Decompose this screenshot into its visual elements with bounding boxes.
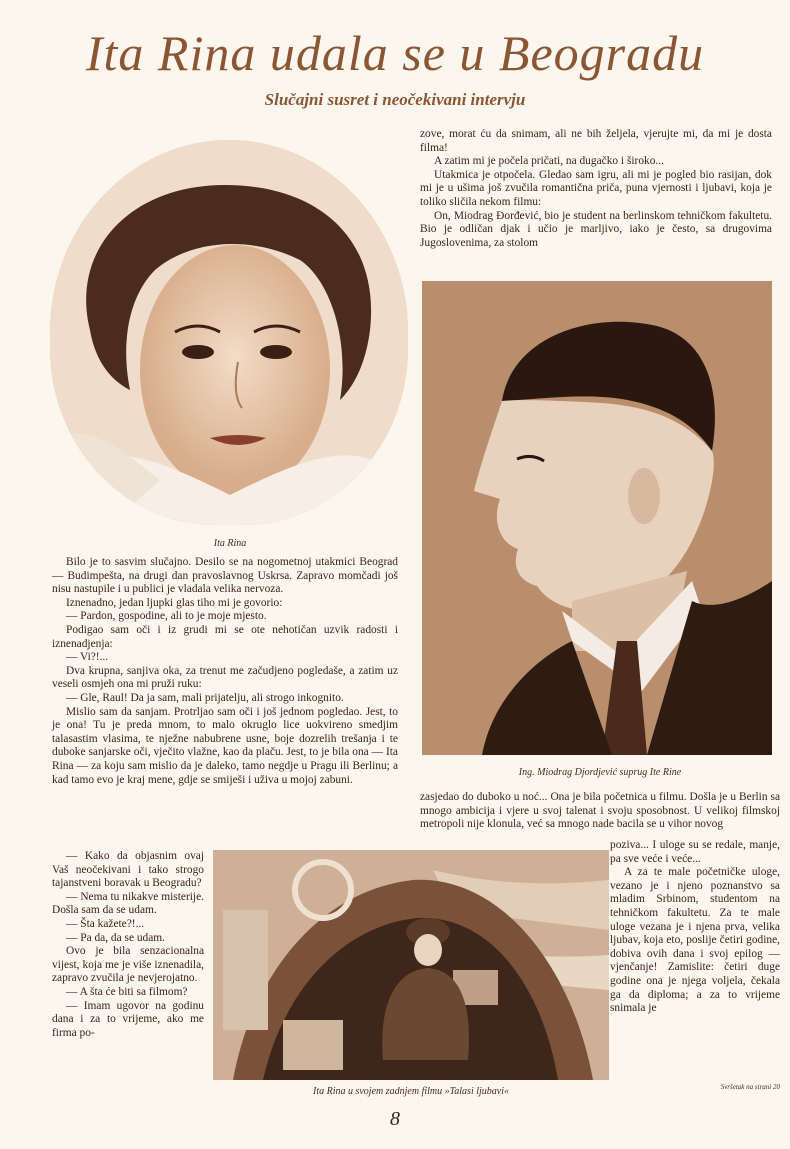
- paragraph: Bilo je to sasvim slučajno. Desilo se na nogometnoj utakmici Beograd — Budimpešta, na drugi dan pravoslavnog Uskrsa. Zapravo momčadi još nisu nastupile i u publici je vladala velika nervoza.: [52, 556, 398, 596]
- paragraph: — Pa da, da se udam.: [66, 931, 166, 944]
- paragraph: — Pardon, gospodine, ali to je moje mjesto.: [66, 610, 267, 623]
- portrait-illustration: [50, 140, 408, 525]
- husband-portrait-photo: [422, 281, 772, 755]
- paragraph: Utakmica je otpočela. Gledao sam igru, ali mi je pogled bio rasijan, dok mi je u ušima još zvučila romantična priča, puna vjernosti i ljubavi, koja je toliko sličila nekom filmu:: [420, 168, 772, 208]
- caption-boat: Ita Rina u svojem zadnjem filmu »Talasi ljubavi«: [312, 1086, 509, 1097]
- text-column-right-middle: [420, 791, 780, 832]
- page-number: 8: [390, 1108, 400, 1130]
- caption-husband: Ing. Miodrag Djordjević suprug Ite Rine: [518, 767, 682, 778]
- paragraph: A zatim mi je počela pričati, na dugačko i široko...: [434, 155, 664, 168]
- text-column-left-narrow: [52, 850, 204, 1040]
- paragraph: zove, morat ću da snimam, ali ne bih željela, vjerujte mi, da mi je dosta filma!: [420, 128, 772, 154]
- paragraph: — Gle, Raul! Da ja sam, mali prijatelju, ali strogo inkognito.: [66, 691, 344, 704]
- text-column-right-narrow: [610, 839, 780, 1016]
- article-title: Ita Rina udala se u Beogradu: [85, 25, 705, 81]
- continued-note: Svršetak na strani 20: [720, 1083, 780, 1091]
- paragraph: — Vi?!...: [66, 651, 109, 664]
- paragraph: zasjedao do duboko u noć... Ona je bila početnica u filmu. Došla je u Berlin sa mnogo ambicija i vjere u svoj talenat i svoju sposobnost. U velikoj filmskoj metropoli nije klonula, već sa mnogo nade bacila se u vihor novog: [420, 791, 780, 831]
- paragraph: Podigao sam oči i iz grudi mi se ote nehotičan uzvik radosti i iznenadjenja:: [52, 623, 398, 650]
- paragraph: Mislio sam da sanjam. Protrljao sam oči i još jednom pogledao. Jest, to je ona! Tu je preda mnom, to malo okruglo lice uokvireno smedjim talasastim vlasima, te nježne nabubrene usne, boje dozrelih trešanja i te duboke sanjarske oči, vječito vlažne, kao da plaču. Jest, to je bila ona — Ita Rina — za koju sam mislio da je daleko, tamo negdje u Pragu ili Berlinu; a kad tamo evo je kraj mene, gdje se smiješi i uživa u mojoj zabuni.: [52, 705, 398, 786]
- paragraph: — Kako da objasnim ovaj Vaš neočekivani i tako strogo tajanstveni boravak u Beogradu?: [52, 850, 204, 890]
- ita-rina-portrait-photo: [50, 140, 408, 525]
- paragraph: — Nema tu nikakve misterije. Došla sam da se udam.: [52, 890, 204, 917]
- text-column-left-top: [52, 556, 398, 787]
- husband-illustration: [422, 281, 772, 755]
- boat-illustration: [213, 850, 609, 1080]
- paragraph: poziva... I uloge su se redale, manje, pa sve veće i veće...: [610, 839, 780, 865]
- paragraph: — A šta će biti sa filmom?: [66, 985, 188, 998]
- paragraph: A za te male početničke uloge, vezano je i njeno poznanstvo sa mladim Srbinom, studentom na tehničkom fakultetu. Za te male uloge vezana je i njena prva, velika ljubav, koja eto, poslije četiri godine, dobiva ovih dana i svoj epilog — vjenčanje! Zamislite: četiri duge godine ona je njega voljela, čekala ga da diploma; a za to vrijeme snimala je: [610, 866, 780, 1015]
- paragraph: Dva krupna, sanjiva oka, za trenut me začudjeno pogledaše, a zatim uz veseli osmjeh ona mi pruži ruku:: [52, 664, 398, 691]
- paragraph: — Imam ugovor na godinu dana i za to vrijeme, ako me firma po-: [52, 999, 204, 1039]
- paragraph: — Šta kažete?!...: [66, 917, 145, 930]
- paragraph: On, Miodrag Đorđević, bio je student na berlinskom tehničkom fakultetu. Bio je odličan djak i učio je marljivo, iako je često, sa drugovima Jugoslovenima, za stolom: [420, 209, 772, 249]
- paragraph: Ovo je bila senzacionalna vijest, koja me je više iznenadila, zapravo zvučila je nevjerojatno.: [52, 945, 204, 985]
- film-still-boat-photo: [213, 850, 609, 1080]
- caption-ita-rina: Ita Rina: [213, 538, 247, 549]
- paragraph: Iznenadno, jedan ljupki glas tiho mi je govorio:: [66, 596, 283, 609]
- text-column-right-top: [420, 128, 772, 250]
- article-subtitle: Slučajni susret i neočekivani intervju: [264, 90, 526, 109]
